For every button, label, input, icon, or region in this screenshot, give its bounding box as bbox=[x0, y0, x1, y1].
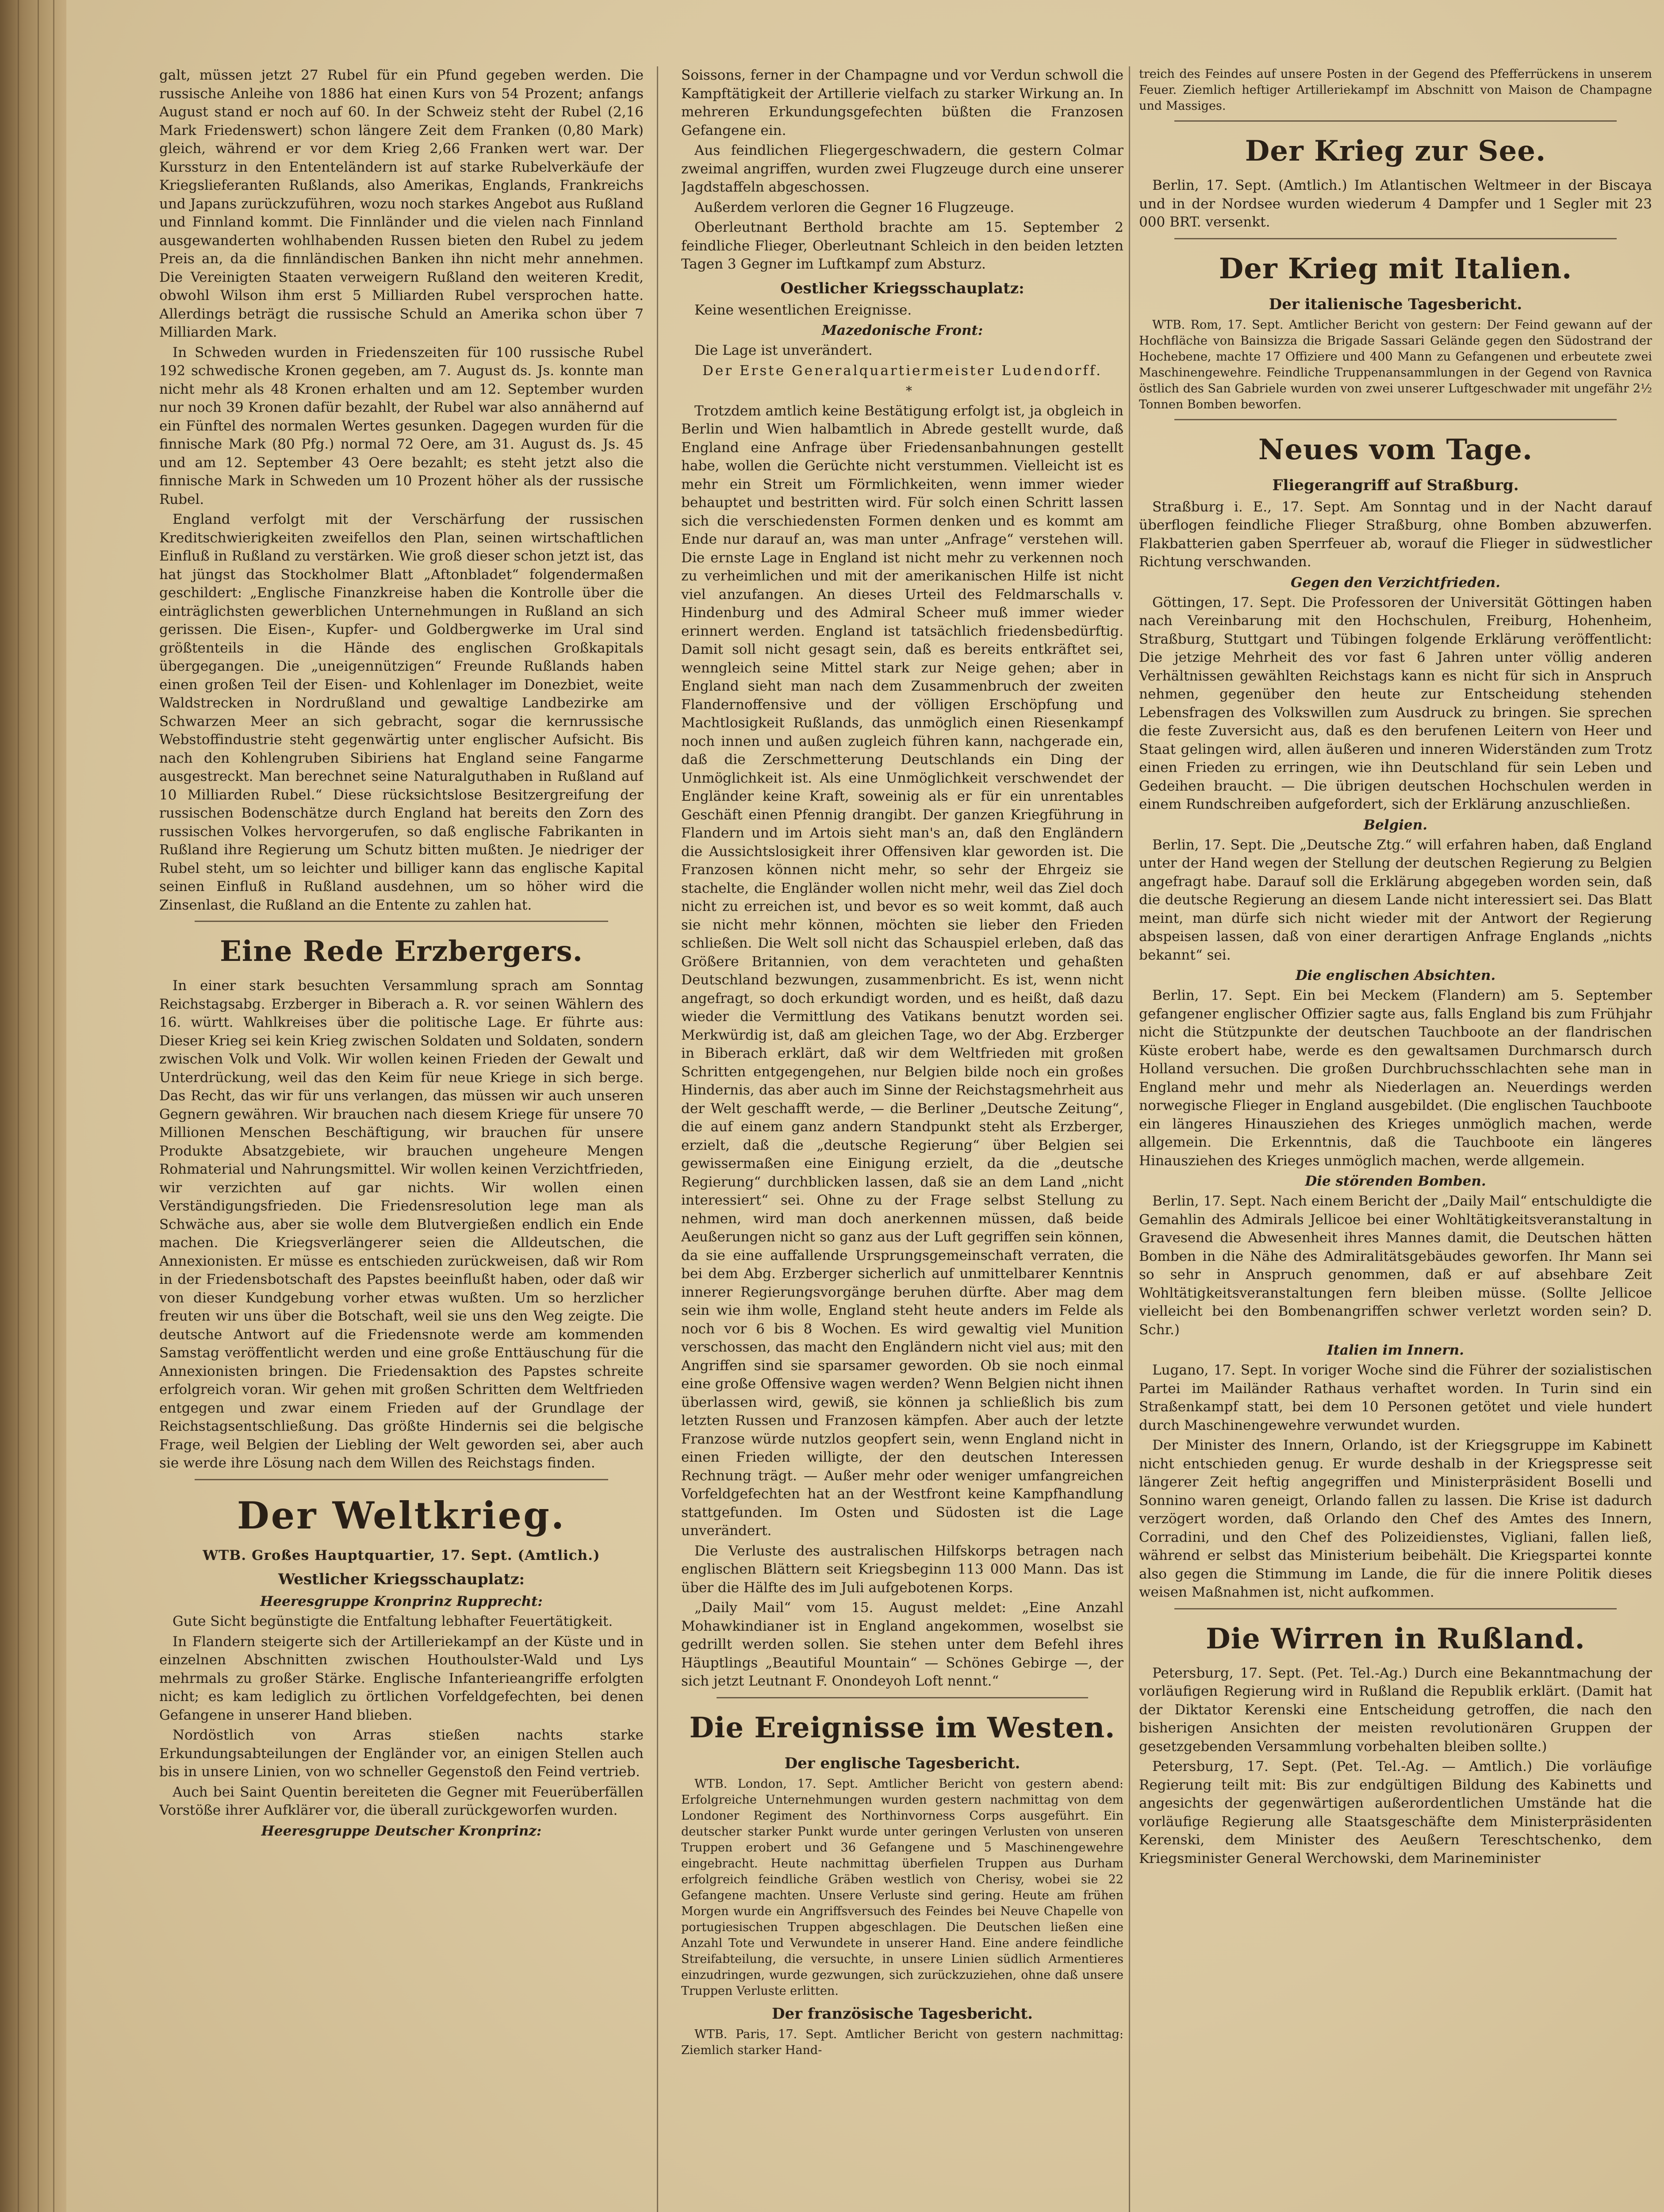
article-paragraph: Oberleutnant Berthold brachte am 15. September 2 feindliche Flieger, Oberleutnant Schleich in den beiden letzten Tagen 3 Gegner im Luftkampf zum Absturz. bbox=[681, 219, 1123, 272]
article-paragraph: Aus feindlichen Fliegergeschwadern, die gestern Colmar zweimal angriffen, wurden zwei Flugzeuge durch eine unserer Jagdstaffeln abgeschossen. bbox=[681, 142, 1123, 195]
article-paragraph: WTB. London, 17. Sept. Amtlicher Bericht von gestern abend: Erfolgreiche Unternehmungen wurden gestern nachmittag von dem Londoner Regiment des Northinvorness Corps ausgeführt. Ein deutscher starker Punkt wurde unter geringen Verlusten von unseren Truppen erobert und 36 Gefangene und 5 Maschinengewehre eingebracht. Heute nachmittag überfielen Truppen aus Durham erfolgreich feindliche Gräben westlich von Cherisy, wobei sie 22 Gefangene machten. Unsere Verluste sind gering. Heute am frühen Morgen wurde ein Angriffsversuch des Feindes bei Neuve Chapelle von portugiesischen Truppen abgeschlagen. Die Deutschen ließen eine Anzahl Tote und Verwundete in unserer Hand. Eine andere feindliche Streifabteilung, die versuchte, in unsere Linien südlich Armentieres einzudringen, wurde gezwungen, sich zurückzuziehen, ohne daß unsere Truppen Verluste erlitten. bbox=[681, 1777, 1123, 1998]
article-paragraph: Trotzdem amtlich keine Bestätigung erfolgt ist, ja obgleich in Berlin und Wien halbamtlich in Abrede gestellt wurde, daß England eine Anfrage über Friedensanbahnungen gestellt habe, wollen die Gerüchte nicht verstummen. Vielleicht ist es mehr ein Streit um Förmlichkeiten, wenn immer wieder behauptet und bestritten wird. Für solch einen Schritt lassen sich die verschiedensten Formen denken und es kommt am Ende nur darauf an, was man unter „Anfrage“ verstehen will. Die ernste Lage in England ist nicht mehr zu verkennen noch zu verheimlichen und mit der amerikanischen Hilfe ist nicht viel anzufangen. An dieses Urteil des Feldmarschalls v. Hindenburg und des Admiral Scheer muß immer wieder erinnert werden. England ist tatsächlich friedensbedürftig. Damit soll nicht gesagt sein, daß es bereits entkräftet sei, wenngleich seine Mittel stark zur Neige gehen; aber in England sieht man nach dem Zusammenbruch der zweiten Flandernoffensive und der völligen Erschöpfung und Machtlosigkeit Rußlands, das unmöglich einen Riesenkampf noch innen und außen zugleich führen kann, nachgerade ein, daß die Zerschmetterung Deutschlands ein Ding der Unmöglichkeit ist. Als eine Unmöglichkeit verschwendet der Engländer keine Kraft, soweinig als er für ein unrentables Geschäft einen Pfennig drangibt. Der ganzen Kriegführung in Flandern und im Artois sieht man's an, daß den Engländern die Aussichtslosigkeit ihrer Offensiven klar geworden ist. Die Franzosen können nicht mehr, so sehr der Ehrgeiz sie stachelte, die Engländer wollen nicht mehr, weil das Ziel doch nicht zu erreichen ist, und bevor es so weit kommt, daß auch sie nicht mehr können, möchten sie lieber den Frieden schließen. Die Welt soll nicht das Schauspiel erleben, daß das Größere Britannien, von dem verachteten und gehaßten Deutschland bezwungen, zusammenbricht. Es ist, wenn nicht angefragt, so doch erkundigt worden, und es heißt, daß dazu wieder die Vermittlung des Vatikans benutzt worden sei. Merkwürdig ist, daß am gleichen Tage, wo der Abg. Erzberger in Biberach erklärt, daß wir dem Weltfrieden mit großen Schritten entgegengehen, nur Belgien bilde noch ein großes Hindernis, das aber auch im Sinne der Reichstagsmehrheit aus der Welt geschafft werde, — die Berliner „Deutsche Zeitung“, die auf einem ganz andern Standpunkt steht als Erzberger, erzielt, daß die „deutsche Regierung“ über Belgien sei gewissermaßen eine Einigung erzielt, da die „deutsche Regierung“ durchblicken lassen, daß sie an dem Land „nicht interessiert“ sei. Ohne zu der Frage selbst Stellung zu nehmen, wird man doch anerkennen müssen, daß beide Aeußerungen nicht so ganz aus der Luft gegriffen sein können, da sie eine auffallende Ursprungsgemeinschaft verraten, die bei dem Abg. Erzberger sicherlich auf unmittelbarer Kenntnis innerer Regierungsvorgänge beruhen dürfte. Aber mag dem sein wie ihm wolle, England steht heute anders im Felde als noch vor 6 bis 8 Wochen. Es wird gewaltig viel Munition verschossen, das macht den Engländern nicht viel aus; mit den Angriffen sind sie sparsamer geworden. Ob sie noch einmal eine große Offensive wagen werden? Wenn Belgien nicht ihnen überlassen wird, gewiß, sie können ja schließlich bis zum letzten Russen und Franzosen kämpfen. Aber auch der letzte Franzose würde nutzlos geopfert sein, wenn England nicht in einen Frieden willigte, der den deutschen Interessen Rechnung trägt. — Außer mehr oder weniger umfangreichen Vorfeldgefechten hat an der Westfront keine Kampfhandlung stattgefunden. Im Osten und Südosten ist die Lage unverändert. bbox=[681, 403, 1123, 1539]
subheading-bomben: Die störenden Bomben. bbox=[1305, 1173, 1486, 1189]
column-2 bbox=[681, 66, 1123, 2212]
article-paragraph: Der Minister des Innern, Orlando, ist der Kriegsgruppe im Kabinett nicht entschieden genug. Er wurde deshalb in der Kriegspresse seit längerer Zeit heftig angegriffen und Ministerpräsident Boselli und Sonnino waren geneigt, Orlando fallen zu lassen. Die Krise ist dadurch verzögert worden, daß Orlando den Chef des Amtes des Innern, Corradini, und den Chef des Polizeidienstes, Vigliani, fallen ließ, während er selbst das Ministerium beibehält. Die Kriegspartei konnte also gegen die Stimmung im Lande, die für die innere Politik dieses weisen Maßnahmen ist, nicht aufkommen. bbox=[1139, 1437, 1652, 1600]
subheading-kronprinz: Heeresgruppe Deutscher Kronprinz: bbox=[261, 1823, 542, 1839]
subheading-italien-bericht: Der italienische Tagesbericht. bbox=[1269, 295, 1522, 313]
book-binding bbox=[0, 0, 66, 2212]
article-paragraph: Göttingen, 17. Sept. Die Professoren der Universität Göttingen haben nach Vereinbarung mit den Hochschulen, Freiburg, Hohenheim, Straßburg, Stuttgart und Tübingen folgende Erklärung veröffentlicht: Die jetzige Mehrheit des vor fast 6 Jahren unter völlig anderen Verhältnissen gewählten Reichstags kann es nicht für sich in Anspruch nehmen, gegenüber den heute zur Entscheidung stehenden Lebensfragen des Volkswillen zum Ausdruck zu bringen. Sie sprechen die feste Zuversicht aus, daß es den berufenen Leitern von Heer und Staat gelingen wird, allen äußeren und inneren Widerständen zum Trotz einen Frieden zu erringen, wie ihn Deutschland für sein Leben und Gedeihen braucht. — Die übrigen deutschen Hochschulen werden in einem Rundschreiben aufgefordert, sich der Erklärung anzuschließen. bbox=[1139, 594, 1652, 812]
dateline: WTB. Großes Hauptquartier, 17. Sept. (Amtlich.) bbox=[203, 1547, 600, 1563]
article-paragraph: Auch bei Saint Quentin bereiteten die Gegner mit Feuerüberfällen Vorstöße ihrer Aufklärer vor, die überall zurückgeworfen wurden. bbox=[159, 1784, 644, 1818]
article-paragraph: Die Verluste des australischen Hilfskorps betragen nach englischen Blättern seit Kriegsbeginn 113 000 Mann. Das ist über die Hälfte des im Juli aufgebotenen Korps. bbox=[681, 1543, 1123, 1596]
article-paragraph: In einer stark besuchten Versammlung sprach am Sonntag Reichstagsabg. Erzberger in Biberach a. R. vor seinen Wählern des 16. württ. Wahlkreises über die politische Lage. Er führte aus: Dieser Krieg sei kein Krieg zwischen Soldaten und Soldaten, sondern zwischen Volk und Volk. Wir wollen keinen Frieden der Gewalt und Unterdrückung, weil das den Keim für neue Kriege in sich berge. Das Recht, das wir für uns verlangen, das müssen wir auch unseren Gegnern gewähren. Wir brauchen nach diesem Kriege für unsere 70 Millionen Menschen Beschäftigung, wir brauchen für unsere Produkte Absatzgebiete, wir brauchen ungeheure Mengen Rohmaterial und Nahrungsmittel. Wir wollen keinen Verzichtfrieden, wir verzichten auf gar nichts. Wir wollen einen Verständigungsfrieden. Die Friedensresolution lege man als Schwäche aus, aber sie wolle dem Blutvergießen endlich ein Ende machen. Die Kriegsverlängerer seien die Alldeutschen, die Annexionisten. Er müsse es entschieden zurückweisen, daß wir Rom in der Friedensbotschaft des Papstes beeinflußt haben, oder daß wir von dieser Kundgebung vorher etwas wußten. Um so herzlicher freuten wir uns über die Botschaft, weil sie uns den Weg zeigte. Die deutsche Antwort auf die Friedensnote werde am kommenden Samstag veröffentlicht werden und eine große Enttäuschung für die Annexionisten bringen. Die Friedensaktion des Papstes schreite erfolgreich voran. Wir gehen mit großen Schritten dem Weltfrieden entgegen und zwar einem Frieden auf der Grundlage der Reichstagsentschließung. Das größte Hindernis sei die belgische Frage, weil Belgien der Liebling der Welt geworden sei, aber auch sie werde ihre Lösung nach dem Willen des Reichstags finden. bbox=[159, 978, 644, 1471]
article-paragraph: Außerdem verloren die Gegner 16 Flugzeuge. bbox=[694, 199, 1015, 215]
column-rule bbox=[657, 66, 658, 2212]
page-edge-line bbox=[18, 0, 19, 2212]
article-paragraph: Die Lage ist unverändert. bbox=[694, 342, 873, 358]
subheading-mazedonische: Mazedonische Front: bbox=[821, 323, 983, 338]
article-paragraph: In Flandern steigerte sich der Artilleriekampf an der Küste und in einzelnen Abschnitten zwischen Houthoulster-Wald und Lys mehrmals zu großer Stärke. Englische Infanterieangriffe erfolgten nicht; es kam lediglich zu örtlichen Vorfeldgefechten, bei denen Gefangene in unserer Hand blieben. bbox=[159, 1633, 644, 1723]
article-paragraph: Berlin, 17. Sept. (Amtlich.) Im Atlantischen Weltmeer in der Biscaya und in der Nordsee wurden wiederum 4 Dampfer und 1 Segler mit 23 000 BRT. versenkt. bbox=[1139, 177, 1652, 230]
article-paragraph: In Schweden wurden in Friedenszeiten für 100 russische Rubel 192 schwedische Kronen gegeben, am 7. August ds. Js. konnte man nicht mehr als 48 Kronen erhalten und am 12. September wurden nur noch 39 Kronen dafür bezahlt, der Rubel war also annähernd auf ein Fünftel des normalen Wertes gesunken. Dagegen wurden für die finnische Mark (80 Pfg.) normal 72 Oere, am 31. August ds. Js. 45 und am 12. September 43 Oere bezahlt; es steht jetzt also die finnische Mark in Schweden um 10 Prozent höher als der russische Rubel. bbox=[159, 344, 644, 507]
heading-neues: Neues vom Tage. bbox=[1258, 433, 1533, 466]
section-divider bbox=[1174, 238, 1617, 239]
article-paragraph: galt, müssen jetzt 27 Rubel für ein Pfund gegeben werden. Die russische Anleihe von 1886 hat einen Kurs von 54 Prozent; anfangs August stand er noch auf 60. In der Schweiz steht der Rubel (2,16 Mark Friedenswert) schon längere Zeit dem Franken (0,80 Mark) gleich, während er vor dem Krieg 2,66 Franken wert war. Der Kurssturz in den Ententeländern ist auf starke Rubelverkäufe der Kriegslieferanten Rußlands, also Amerikas, Englands, Frankreichs und Japans zurückzuführen, wozu noch starkes Angebot aus Rußland und Finnland kommt. Die Finnländer und die vielen nach Finnland ausgewanderten wohlhabenden Russen bieten den Rubel zu jedem Preis an, da die finnländischen Banken ihn nicht mehr annehmen. Die Vereinigten Staaten verweigern Rußland den weiteren Kredit, obwohl Wilson ihm erst 5 Milliarden Rubel versprochen hatte. Allerdings beträgt die russische Schuld an Amerika schon über 7 Milliarden Mark. bbox=[159, 67, 644, 340]
article-paragraph: Berlin, 17. Sept. Nach einem Bericht der „Daily Mail“ entschuldigte die Gemahlin des Admirals Jellicoe bei einer Wohltätigkeitsveranstaltung in Gravesend die Abwesenheit ihres Mannes damit, die Deutschen hätten Bomben in die Nähe des Admiralitätsgebäudes geworfen. Ihr Mann sei so sehr in Anspruch genommen, daß er auf absehbare Zeit Wohltätigkeitsveranstaltungen fern bleiben müsse. (Sollte Jellicoe vielleicht bei den Bombenangriffen schwer verletzt worden sein? D. Schr.) bbox=[1139, 1193, 1652, 1338]
page-edge-line bbox=[38, 0, 39, 2212]
article-paragraph: treich des Feindes auf unsere Posten in der Gegend des Pfefferrückens in unserem Feuer. Ziemlich heftiger Artilleriekampf im Abschnitt von Maison de Champagne und Massiges. bbox=[1139, 67, 1652, 113]
article-paragraph: Berlin, 17. Sept. Ein bei Meckem (Flandern) am 5. September gefangener englischer Offizier sagte aus, falls England bis zum Frühjahr nicht die Stützpunkte der deutschen Tauchboote an der flandrischen Küste erobert habe, werde es den gewaltsamen Durchmarsch durch Holland versuchen. Die großen Durchbruchsschlachten sehe man in England mehr und mehr als Niederlagen an. Neuerdings werden norwegische Flieger in England ausgebildet. (Die englischen Tauchboote ein längeres Hinausziehen des Krieges unmöglich machen, werde allgemein. Die Erkenntnis, daß die Tauchboote ein längeres Hinausziehen des Krieges unmöglich machen, werde allgemein. bbox=[1139, 987, 1652, 1169]
subheading-oestlicher: Oestlicher Kriegsschauplatz: bbox=[780, 279, 1024, 297]
article-paragraph: Straßburg i. E., 17. Sept. Am Sonntag und in der Nacht darauf überflogen feindliche Flieger Straßburg, ohne Bomben abzuwerfen. Flakbatterien gaben Sperrfeuer ab, worauf die Flieger in südwestlicher Richtung verschwanden. bbox=[1139, 499, 1652, 570]
column-3 bbox=[1139, 66, 1652, 2212]
newspaper-page bbox=[66, 0, 1664, 2212]
article-paragraph: Gute Sicht begünstigte die Entfaltung lebhafter Feuertätigkeit. bbox=[173, 1613, 613, 1629]
subheading-franzoesische: Der französische Tagesbericht. bbox=[771, 2005, 1033, 2023]
section-divider bbox=[1174, 419, 1617, 420]
subheading-westlicher: Westlicher Kriegsschauplatz: bbox=[278, 1571, 525, 1588]
subheading-rupprecht: Heeresgruppe Kronprinz Rupprecht: bbox=[260, 1594, 543, 1609]
section-divider bbox=[195, 1479, 608, 1480]
section-divider bbox=[195, 921, 608, 922]
subheading-englische: Der englische Tagesbericht. bbox=[784, 1754, 1020, 1772]
section-divider bbox=[1174, 120, 1617, 122]
article-paragraph: „Daily Mail“ vom 15. August meldet: „Eine Anzahl Mohawkindianer ist in England angekommen, woselbst sie gedrillt werden sollen. Sie stehen unter dem Befehl ihres Häuptlings „Beautiful Mountain“ — Schönes Gebirge —, der sich jetzt Leutnant F. Onondeyoh Loft nennt.“ bbox=[681, 1600, 1123, 1689]
section-divider bbox=[1174, 1608, 1617, 1609]
heading-erzberger: Eine Rede Erzbergers. bbox=[220, 935, 583, 968]
subheading-flieger: Fliegerangriff auf Straßburg. bbox=[1272, 476, 1519, 494]
heading-see: Der Krieg zur See. bbox=[1245, 134, 1546, 168]
article-paragraph: Lugano, 17. Sept. In voriger Woche sind die Führer der sozialistischen Partei im Mailänder Rathaus verhaftet worden. In Turin sind ein Straßenkampf statt, bei dem 10 Personen getötet und viele hundert durch Maschinengewehre verwundet wurden. bbox=[1139, 1362, 1652, 1433]
page-edge-line bbox=[53, 0, 54, 2212]
subheading-absichten: Die englischen Absichten. bbox=[1295, 968, 1496, 983]
heading-italien: Der Krieg mit Italien. bbox=[1219, 252, 1572, 285]
article-paragraph: Keine wesentlichen Ereignisse. bbox=[694, 302, 912, 318]
signature: Der Erste Generalquartiermeister Ludendorff. bbox=[702, 362, 1102, 379]
heading-weltkrieg: Der Weltkrieg. bbox=[237, 1493, 566, 1537]
heading-wirren: Die Wirren in Rußland. bbox=[1206, 1622, 1585, 1655]
article-paragraph: England verfolgt mit der Verschärfung der russischen Kreditschwierigkeiten zweifellos den Plan, seinen wirtschaftlichen Einfluß in Rußland zu verstärken. Wie groß dieser schon jetzt ist, das hat jüngst das Stockholmer Blatt „Aftonbladet“ folgendermaßen geschildert: „Englische Finanzkreise haben die Kontrolle über die einträglichsten gewerblichen Unternehmungen in Rußland an sich gerissen. Die Eisen-, Kupfer- und Goldbergwerke im Ural sind größtenteils in die Hände des englischen Großkapitals übergegangen. Die „uneigennützigen“ Freunde Rußlands haben einen großen Teil der Eisen- und Kohlenlager im Donezbiet, weite Waldstrecken in Nordrußland und gewaltige Landbezirke am Schwarzen Meer an sich gebracht, sogar die kernrussische Webstoffindustrie steht gegenwärtig unter englischer Aufsicht. Bis nach den Kohlengruben Sibiriens hat England seine Fangarme ausgestreckt. Man berechnet seine Naturalguthaben in Rußland auf 10 Milliarden Rubel.“ Diese rücksichtslose Besitzergreifung der russischen Bodenschätze durch England hat bereits den Zorn des russischen Volkes hervorgerufen, so daß englische Fabrikanten in Rußland ihre Regierung um Schutz bitten mußten. Je niedriger der Rubel steht, um so leichter und billiger kann das englische Kapital seinen Einfluß in Rußland ausdehnen, um so höher wird die Zinsenlast, die Rußland an die Entente zu zahlen hat. bbox=[159, 511, 644, 913]
column-1 bbox=[159, 66, 644, 2212]
heading-westen: Die Ereignisse im Westen. bbox=[689, 1711, 1116, 1744]
column-rule bbox=[1129, 66, 1130, 2212]
article-paragraph: Petersburg, 17. Sept. (Pet. Tel.-Ag.) Durch eine Bekanntmachung der vorläufigen Regierung wird in Rußland die Republik erklärt. (Damit hat der Diktator Kerenski eine Entscheidung getroffen, die nach den bisherigen Ansichten der meisten revolutionären Gruppen der gesetzgebenden Versammlung vorbehalten bleiben sollte.) bbox=[1139, 1665, 1652, 1755]
separator-asterisk: * bbox=[906, 384, 912, 398]
article-paragraph: Berlin, 17. Sept. Die „Deutsche Ztg.“ will erfahren haben, daß England unter der Hand wegen der Stellung der deutschen Regierung zu Belgien angefragt habe. Darauf soll die Erklärung abgegeben worden sein, daß die deutsche Regierung an diesem Lande nicht interessiert sei. Das Blatt meint, man dürfe sich nicht wieder mit der Antwort der Regierung abspeisen lassen, daß von einer derartigen Anfrage Englands „nichts bekannt“ sei. bbox=[1139, 837, 1652, 963]
article-paragraph: Soissons, ferner in der Champagne und vor Verdun schwoll die Kampftätigkeit der Artillerie vielfach zu starker Wirkung an. In mehreren Erkundungsgefechten büßten die Franzosen Gefangene ein. bbox=[681, 67, 1123, 138]
section-divider bbox=[717, 1697, 1088, 1698]
article-paragraph: WTB. Rom, 17. Sept. Amtlicher Bericht von gestern: Der Feind gewann auf der Hochfläche von Bainsizza die Brigade Sassari Gelände gegen den Südostrand der Hochebene, machte 17 Offiziere und 400 Mann zu Gefangenen und erbeutete zwei Maschinengewehre. Feindliche Truppenansammlungen in der Gegend von Ravnica östlich des San Gabriele wurden von zwei unserer Luftgeschwader mit ungefähr 2½ Tonnen Bomben beworfen. bbox=[1139, 318, 1652, 411]
article-paragraph: Nordöstlich von Arras stießen nachts starke Erkundungsabteilungen der Engländer vor, an einigen Stellen auch bis in unsere Linien, von wo schneller Gegenstoß den Feind vertrieb. bbox=[159, 1727, 644, 1780]
subheading-italien-innern: Italien im Innern. bbox=[1327, 1342, 1464, 1358]
subheading-belgien: Belgien. bbox=[1363, 817, 1428, 833]
subheading-verzicht: Gegen den Verzichtfrieden. bbox=[1291, 574, 1500, 591]
article-paragraph: WTB. Paris, 17. Sept. Amtlicher Bericht von gestern nachmittag: Ziemlich starker Hand- bbox=[681, 2027, 1123, 2057]
article-paragraph: Petersburg, 17. Sept. (Pet. Tel.-Ag. — Amtlich.) Die vorläufige Regierung teilt mit: Bis zur endgültigen Bildung des Kabinetts und angesichts der gegenwärtigen außerordentlichen Umstände hat die vorläufige Regierung alle Staatsgeschäfte dem Ministerpräsidenten Kerenski, dem Minister des Aeußern Tereschtschenko, dem Kriegsminister General Werchowski, dem Marineminister bbox=[1139, 1759, 1652, 1866]
